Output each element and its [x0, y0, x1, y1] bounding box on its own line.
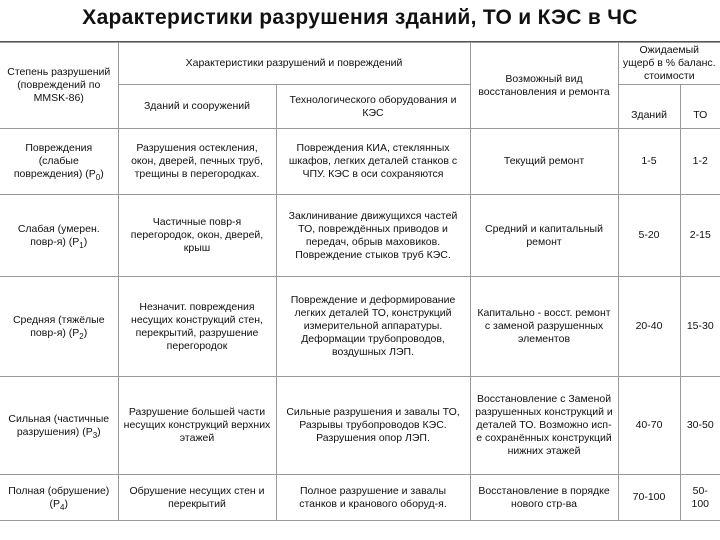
damage-buildings-cell: 5-20	[618, 195, 680, 277]
header-equipment: Технологического оборудования и КЭС	[276, 85, 470, 129]
damage-to-cell: 2-15	[680, 195, 720, 277]
table-row: Полная (обрушение) $(P_4)$ Обрушение несущих стен и перекрытий Полное разрушение и завалы станков и кранового оборуд-я. Восстановление в порядке нового стр-ва 70-100 50-100	[0, 475, 720, 521]
damage-table	[0, 42, 720, 521]
restoration-cell: Текущий ремонт	[470, 129, 618, 195]
damage-buildings-cell: 20-40	[618, 277, 680, 377]
degree-label: Полная (обрушение) (P	[8, 484, 110, 510]
table-row: Слабая (умерен. повр-я) $(P_1)$ Частичные повр-я перегородок, окон, дверей, крыш Заклинивание движущихся частей ТО, повреждённых приводов и передач, обрыв маховиков. Повреждение стыков труб КЭС. Средний и капитальный ремонт 5-20 2-15	[0, 195, 720, 277]
equipment-cell: Сильные разрушения и завалы ТО, Разрывы трубопроводов КЭС. Разрушения опор ЛЭП.	[276, 377, 470, 475]
table-row: Повреждения (слабые повреждения) $(P_0)$ Разрушения остекления, окон, дверей, печных труб, трещины в перегородках. Повреждения КИА, стеклянных шкафов, легких деталей станков с ЧПУ. КЭС в оси сохраняются Текущий ремонт 1-5 1-2	[0, 129, 720, 195]
degree-label: Сильная (частичные разрушения) (P	[8, 412, 110, 438]
restoration-cell: Восстановление с Заменой разрушенных конструкций и деталей ТО. Возможно исп-е сохранённых конструкций нижних этажей	[470, 377, 618, 475]
restoration-cell: Капитально - восст. ремонт с заменой разрушенных элементов	[470, 277, 618, 377]
damage-to-cell: 50-100	[680, 475, 720, 521]
buildings-cell: Разрушение большей части несущих конструкций верхних этажей	[118, 377, 276, 475]
equipment-cell: Полное разрушение и завалы станков и кранового оборуд-я.	[276, 475, 470, 521]
degree-label: Повреждения (слабые повреждения) (P	[13, 142, 96, 180]
damage-buildings-cell: 1-5	[618, 129, 680, 195]
table-row: Средняя (тяжёлые повр-я) $(P_2)$ Незначит. повреждения несущих конструкций стен, перекрытий, разрушение перегородок Повреждение и деформирование легких деталей ТО, конструкций измерительной аппаратуры. Деформации трубопроводов, воздушных ЛЭП. Капитально - восст. ремонт с заменой разрушенных элементов 20-40 15-30	[0, 277, 720, 377]
degree-label: Средняя (тяжёлые повр-я) (P	[12, 313, 105, 339]
header-characteristics: Характеристики разрушений и повреждений	[118, 43, 470, 85]
damage-to-cell: 1-2	[680, 129, 720, 195]
page-title: Характеристики разрушения зданий, ТО и КЭС в ЧС	[82, 6, 638, 29]
buildings-cell: Частичные повр-я перегородок, окон, дверей, крыш	[118, 195, 276, 277]
equipment-cell: Повреждения КИА, стеклянных шкафов, легких деталей станков с ЧПУ. КЭС в оси сохраняются	[276, 129, 470, 195]
buildings-cell: Обрушение несущих стен и перекрытий	[118, 475, 276, 521]
restoration-cell: Средний и капитальный ремонт	[470, 195, 618, 277]
damage-to-cell: 30-50	[680, 377, 720, 475]
header-damage: Ожидаемый ущерб в % баланс. стоимости	[618, 43, 720, 85]
header-restoration: Возможный вид восстановления и ремонта	[470, 43, 618, 129]
header-damage-buildings: Зданий	[618, 85, 680, 123]
restoration-cell: Восстановление в порядке нового стр-ва	[470, 475, 618, 521]
table-row: Сильная (частичные разрушения) $(P_3)$ Разрушение большей части несущих конструкций верхних этажей Сильные разрушения и завалы ТО, Разрывы трубопроводов КЭС. Разрушения опор ЛЭП. Восстановление с Заменой разрушенных конструкций и деталей ТО. Возможно исп-е сохранённых конструкций нижних этажей 40-70 30-50	[0, 377, 720, 475]
degree-label: Слабая (умерен. повр-я) (P	[17, 222, 100, 248]
header-buildings: Зданий и сооружений	[118, 85, 276, 129]
damage-to-cell: 15-30	[680, 277, 720, 377]
header-degree: Степень разрушений (повреждений по MMSK-86)	[0, 43, 118, 129]
buildings-cell: Незначит. повреждения несущих конструкций стен, перекрытий, разрушение перегородок	[118, 277, 276, 377]
damage-buildings-cell: 70-100	[618, 475, 680, 521]
equipment-cell: Заклинивание движущихся частей ТО, повреждённых приводов и передач, обрыв маховиков. Повреждение стыков труб КЭС.	[276, 195, 470, 277]
equipment-cell: Повреждение и деформирование легких деталей ТО, конструкций измерительной аппаратуры. Деформации трубопроводов, воздушных ЛЭП.	[276, 277, 470, 377]
buildings-cell: Разрушения остекления, окон, дверей, печных труб, трещины в перегородках.	[118, 129, 276, 195]
damage-buildings-cell: 40-70	[618, 377, 680, 475]
header-damage-to: ТО	[680, 85, 720, 123]
